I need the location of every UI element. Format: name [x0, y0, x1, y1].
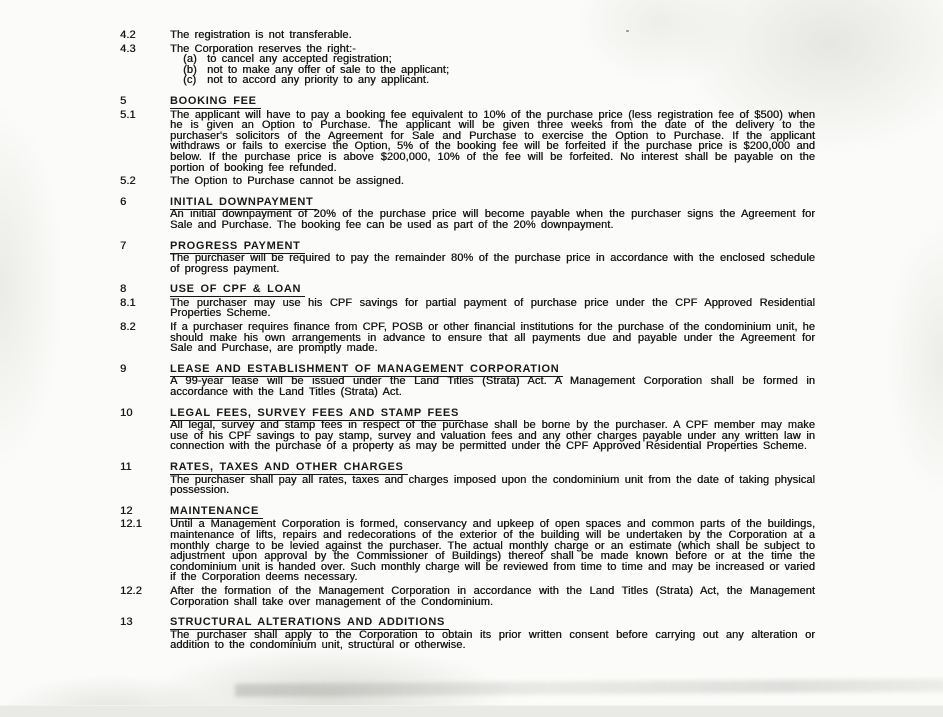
clause-12.2: [120, 586, 820, 607]
clause-12.1: [120, 519, 820, 583]
section-paragraph: [120, 475, 820, 496]
clause-number: [120, 54, 170, 65]
section-heading-7: [120, 241, 820, 252]
clause-number: 13: [120, 616, 133, 629]
section-heading-text: [170, 462, 815, 473]
sub-clause-text: not to make any offer of sale to the applicant;: [207, 63, 450, 76]
clause-text: A 99-year lease will be issued under the Land Titles (Strata) Act. A Management Corporation shall be formed in accordance with the Land Titles (Strata) Act.: [170, 375, 815, 399]
clause-text: The registration is not transferable.: [170, 29, 352, 41]
clause-number: 8.2: [120, 321, 136, 334]
clause-number: 8: [120, 283, 127, 296]
section-heading-8: [120, 284, 820, 295]
section-heading-text: [170, 96, 815, 107]
sub-clause-label: (c): [183, 74, 197, 87]
clause-number: [120, 253, 170, 274]
clause-number: 7: [120, 239, 127, 252]
clause-8.1: [120, 298, 820, 319]
section-title: STRUCTURAL ALTERATIONS AND ADDITIONS: [170, 616, 449, 630]
document-body: [120, 27, 820, 651]
clause-text: Until a Management Corporation is formed, conservancy and upkeep of open spaces and common parts of the buildings, maintenance of lifts, repairs and redecorations of the exterior of the building will be undertaken by the Corporation at a monthly charge to be levied against the purchaser. The actual monthly charge or an estimate (which shall be subject to adjustment upon approval by the Commissioner of Buildings) thereof shall be made known before or at the time the condominium unit is handed over. Such monthly charge will be reviewed from time to time and may be increased or varied if the Corporation deems necessary.: [170, 518, 815, 584]
clause-text: The purchaser shall apply to the Corporation to obtain its prior written consent before carrying out any alteration or addition to the condominium unit, structural or otherwise.: [170, 628, 815, 652]
sub-clause-text: not to accord any priority to any applicant.: [207, 74, 430, 87]
section-heading-12: [120, 506, 820, 517]
section-heading-text: [170, 364, 815, 375]
section-paragraph: [120, 376, 820, 397]
clause-text: The Corporation reserves the right:-: [170, 42, 356, 55]
clause-number: 5: [120, 94, 127, 107]
clause-number: 6: [120, 195, 127, 208]
section-title: LEASE AND ESTABLISHMENT OF MANAGEMENT CORPORATION: [170, 363, 563, 377]
section-title: MAINTENANCE: [170, 505, 263, 519]
clause-text: The purchaser will be required to pay the remainder 80% of the purchase price in accordance with the enclosed schedule of progress payment.: [170, 252, 815, 275]
scan-speck: [626, 30, 629, 32]
section-title: INITIAL DOWNPAYMENT: [170, 196, 317, 210]
clause-5.1: [120, 110, 820, 174]
sub-clause-text: to cancel any accepted registration;: [207, 53, 392, 66]
section-paragraph: [120, 253, 820, 274]
clause-text: The Option to Purchase cannot be assigned.: [170, 175, 404, 188]
clause-number: 12.2: [120, 584, 142, 597]
clause-number: [120, 376, 170, 397]
section-title: LEGAL FEES, SURVEY FEES AND STAMP FEES: [170, 407, 463, 421]
sub-clause-label: (a): [183, 53, 197, 66]
section-paragraph: [120, 209, 820, 230]
section-paragraph: [120, 420, 820, 452]
clause-number: 12.1: [120, 518, 142, 531]
sub-clause-c: [120, 75, 820, 86]
section-heading-13: [120, 617, 820, 628]
sub-clause-label: (b): [183, 63, 197, 76]
clause-4.2: [120, 30, 820, 41]
clause-number: [120, 420, 170, 452]
clause-number: 11: [120, 461, 132, 473]
clause-number: 4.3: [120, 42, 136, 55]
clause-number: 8.1: [120, 296, 136, 309]
clause-8.2: [120, 322, 820, 354]
section-heading-text: [170, 617, 815, 628]
clause-text: The purchaser may use his CPF savings for partial payment of purchase price under the CPF Approved Residential Properties Scheme.: [170, 296, 815, 320]
section-heading-text: [170, 197, 815, 208]
scan-smudge: [235, 678, 943, 697]
section-title: USE OF CPF & LOAN: [170, 283, 305, 297]
section-heading-text: [170, 408, 815, 419]
clause-number: [120, 475, 170, 496]
section-heading-text: [170, 284, 815, 295]
section-heading-text: [170, 241, 815, 252]
clause-number: 5.2: [120, 175, 136, 188]
scan-edge-band: [0, 705, 943, 717]
clause-text: All legal, survey and stamp fees in respect of the purchase shall be borne by the purchaser. A CPF member may make use of his CPF savings to pay stamp, survey and valuation fees and any other charges payable under any written law in connection with the purchase of a property as may be permitted under the CPF Approved Residential Properties Scheme.: [170, 419, 815, 453]
clause-text: After the formation of the Management Corporation in accordance with the Land Titles (Strata) Act, the Management Corporation shall take over management of the Condominium.: [170, 584, 815, 608]
clause-text: The purchaser shall pay all rates, taxes and charges imposed upon the condominium unit from the date of taking physical possession.: [170, 473, 815, 497]
clause-number: 9: [120, 362, 127, 375]
clause-number: [120, 209, 170, 230]
section-title: PROGRESS PAYMENT: [170, 240, 305, 254]
clause-number: 5.1: [120, 108, 136, 121]
section-heading-11: [120, 462, 820, 473]
clause-number: [120, 630, 170, 651]
clause-text: The applicant will have to pay a booking fee equivalent to 10% of the purchase price (less registration fee of $500) when he is given an Option to Purchase. The applicant will be given three weeks from the date of the delivery to the purchaser's solicitors of the Agreement for Sale and Purchase to exercise the Option to Purchase. If the applicant withdraws or fails to exercise the Option, 5% of the booking fee will be forfeited if the purchase price is $200,000 and below. If the purchase price is above $200,000, 10% of the fee will be forfeited. No interest shall be payable on the portion of booking fee refunded.: [170, 108, 815, 174]
clause-number: 10: [120, 406, 133, 419]
section-title: RATES, TAXES AND OTHER CHARGES: [170, 461, 408, 475]
section-heading-10: [120, 408, 820, 419]
clause-5.2: [120, 176, 820, 187]
clause-number: [120, 75, 170, 86]
sub-clause-body: [170, 75, 815, 86]
section-heading-5: [120, 96, 820, 107]
section-heading-9: [120, 364, 820, 375]
clause-number: 4.2: [120, 29, 136, 41]
clause-text: If a purchaser requires finance from CPF, POSB or other financial institutions for the purchase of the condominium unit, he should make his own arrangements in advance to ensure that all payments due and payable under the Agreement for Sale and Purchase, are promptly made.: [170, 321, 815, 355]
clause-number: [120, 65, 170, 76]
section-paragraph: [120, 630, 820, 651]
clause-number: 12: [120, 504, 133, 517]
section-title: BOOKING FEE: [170, 95, 261, 109]
clause-text: An initial downpayment of 20% of the purchase price will become payable when the purchaser signs the Agreement for Sale and Purchase. The booking fee can be used as part of the 20% downpayment.: [170, 208, 815, 231]
section-heading-text: [170, 506, 815, 517]
section-heading-6: [120, 197, 820, 208]
